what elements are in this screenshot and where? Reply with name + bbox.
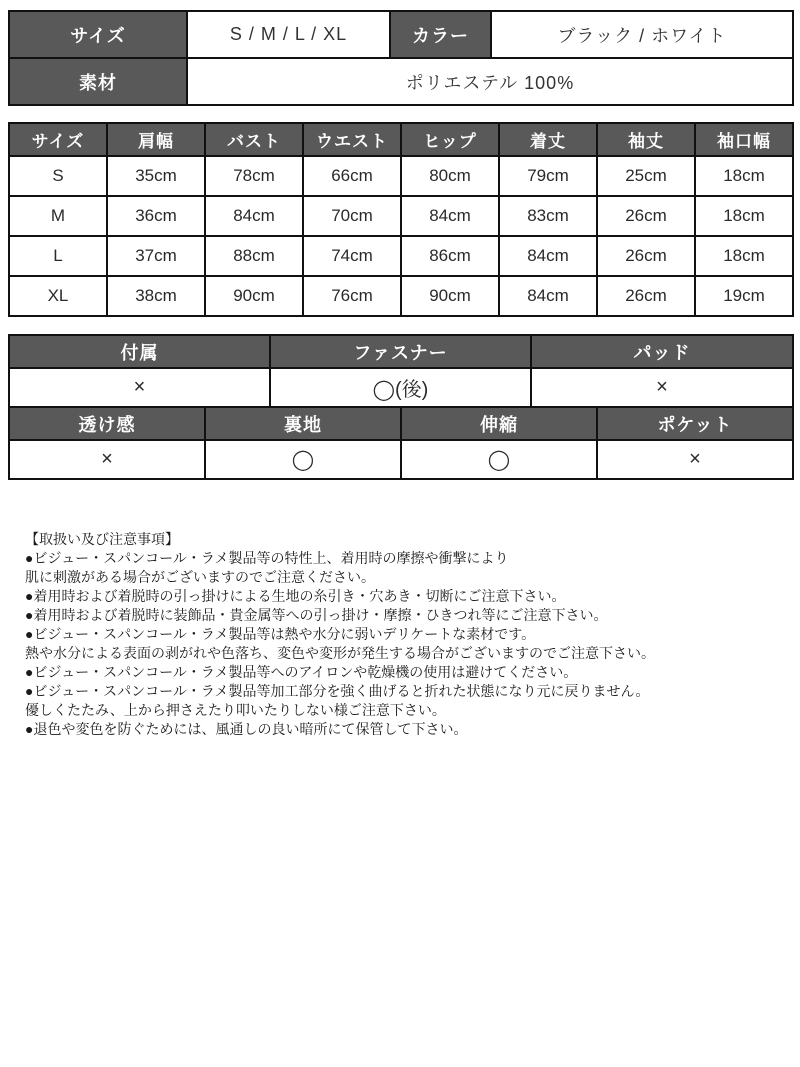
features-b-header-cell: 透け感	[9, 407, 205, 440]
care-note-line: 肌に刺激がある場合がございますのでご注意ください。	[25, 569, 375, 585]
features-b-value-cell: ×	[597, 440, 793, 479]
features-table-b	[8, 406, 794, 480]
size-chart-header-row	[9, 123, 793, 156]
features-b-header-cell: 伸縮	[401, 407, 597, 440]
size-chart-cell: 66cm	[303, 156, 401, 196]
size-chart-row-xl	[9, 276, 793, 316]
features-a-header-row	[9, 335, 793, 368]
size-chart-cell: 26cm	[597, 276, 695, 316]
care-note-line: ●退色や変色を防ぐためには、風通しの良い暗所にて保管して下さい。	[25, 721, 468, 737]
size-chart-header-cell: バスト	[205, 123, 303, 156]
size-chart-cell: M	[9, 196, 107, 236]
size-label-cell: サイズ	[9, 11, 187, 58]
size-chart-header-cell: ウエスト	[303, 123, 401, 156]
care-note-line: 熱や水分による表面の剥がれや色落ち、変色や変形が発生する場合がございますのでご注意下さい。	[25, 645, 655, 661]
size-chart-row-l	[9, 236, 793, 276]
care-note-line: ●着用時および着脱時の引っ掛けによる生地の糸引き・穴あき・切断にご注意下さい。	[25, 588, 566, 604]
size-chart-cell: 84cm	[205, 196, 303, 236]
care-note-line: ●着用時および着脱時に装飾品・貴金属等への引っ掛け・摩擦・ひきつれ等にご注意下さい。	[25, 607, 608, 623]
size-chart-header-cell: 着丈	[499, 123, 597, 156]
features-a-header-cell: 付属	[9, 335, 270, 368]
spec-table	[8, 10, 794, 106]
features-b-header-row	[9, 407, 793, 440]
size-chart-cell: 88cm	[205, 236, 303, 276]
size-chart-cell: 26cm	[597, 196, 695, 236]
features-a-header-cell: パッド	[531, 335, 793, 368]
spec-row-size-color	[9, 11, 793, 58]
size-chart-header-cell: 肩幅	[107, 123, 205, 156]
color-value-cell: ブラック / ホワイト	[491, 11, 793, 58]
size-chart-cell: S	[9, 156, 107, 196]
size-chart-cell: 18cm	[695, 196, 793, 236]
material-label-cell: 素材	[9, 58, 187, 105]
size-chart-cell: 18cm	[695, 236, 793, 276]
size-chart-cell: 25cm	[597, 156, 695, 196]
material-value-cell: ポリエステル 100%	[187, 58, 793, 105]
spec-row-material	[9, 58, 793, 105]
size-chart-cell: 19cm	[695, 276, 793, 316]
size-chart-cell: 86cm	[401, 236, 499, 276]
size-chart-cell: 84cm	[401, 196, 499, 236]
features-a-value-cell: ◯(後)	[270, 368, 531, 407]
size-chart-row-s	[9, 156, 793, 196]
care-note-line: ●ビジュー・スパンコール・ラメ製品等加工部分を強く曲げると折れた状態になり元に戻りません。	[25, 683, 650, 699]
size-chart-cell: XL	[9, 276, 107, 316]
size-chart-cell: 36cm	[107, 196, 205, 236]
features-b-header-cell: 裏地	[205, 407, 401, 440]
features-table-a	[8, 334, 794, 408]
size-chart-cell: 37cm	[107, 236, 205, 276]
features-b-value-cell: ×	[9, 440, 205, 479]
size-chart-cell: 83cm	[499, 196, 597, 236]
size-chart-cell: 76cm	[303, 276, 401, 316]
size-chart-cell: 90cm	[205, 276, 303, 316]
care-note-line: ●ビジュー・スパンコール・ラメ製品等へのアイロンや乾燥機の使用は避けてください。	[25, 664, 578, 680]
size-chart-cell: 79cm	[499, 156, 597, 196]
features-b-value-cell: ◯	[205, 440, 401, 479]
size-chart-cell: 74cm	[303, 236, 401, 276]
size-chart-header-cell: 袖口幅	[695, 123, 793, 156]
care-notes-title: 【取扱い及び注意事項】	[25, 531, 179, 547]
size-chart-row-m	[9, 196, 793, 236]
size-chart-cell: L	[9, 236, 107, 276]
care-notes	[25, 530, 784, 739]
size-chart-cell: 70cm	[303, 196, 401, 236]
size-chart-cell: 84cm	[499, 236, 597, 276]
color-label-cell: カラー	[390, 11, 491, 58]
size-chart-cell: 90cm	[401, 276, 499, 316]
size-value-cell: S / M / L / XL	[187, 11, 390, 58]
features-a-value-row	[9, 368, 793, 407]
size-chart-cell: 38cm	[107, 276, 205, 316]
size-chart-cell: 80cm	[401, 156, 499, 196]
size-chart-cell: 84cm	[499, 276, 597, 316]
size-chart-cell: 18cm	[695, 156, 793, 196]
size-chart-header-cell: サイズ	[9, 123, 107, 156]
size-chart-cell: 35cm	[107, 156, 205, 196]
features-b-value-cell: ◯	[401, 440, 597, 479]
size-chart-cell: 78cm	[205, 156, 303, 196]
care-note-line: 優しくたたみ、上から押さえたり叩いたりしない様ご注意下さい。	[25, 702, 446, 718]
size-chart-table	[8, 122, 794, 317]
features-a-value-cell: ×	[9, 368, 270, 407]
care-note-line: ●ビジュー・スパンコール・ラメ製品等は熱や水分に弱いデリケートな素材です。	[25, 626, 536, 642]
size-chart-header-cell: 袖丈	[597, 123, 695, 156]
size-chart-header-cell: ヒップ	[401, 123, 499, 156]
features-b-value-row	[9, 440, 793, 479]
features-b-header-cell: ポケット	[597, 407, 793, 440]
care-note-line: ●ビジュー・スパンコール・ラメ製品等の特性上、着用時の摩擦や衝撃により	[25, 550, 509, 566]
size-chart-cell: 26cm	[597, 236, 695, 276]
features-a-header-cell: ファスナー	[270, 335, 531, 368]
features-a-value-cell: ×	[531, 368, 793, 407]
